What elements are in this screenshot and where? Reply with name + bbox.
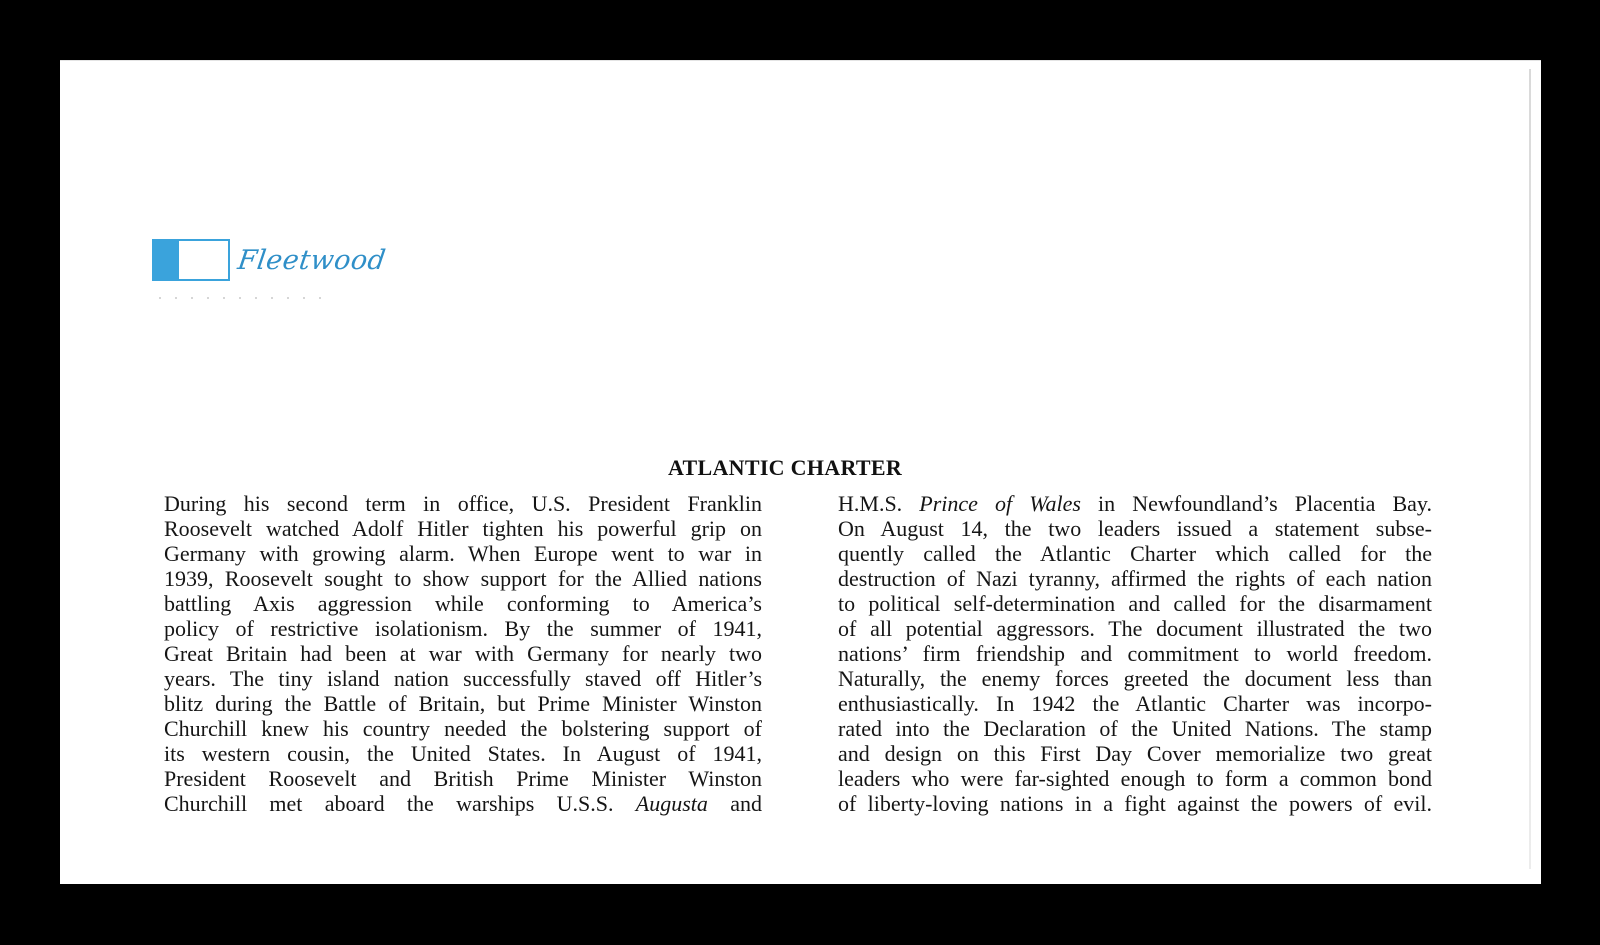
text-segment: Great Britain had been at war with Germany for nearly two — [164, 641, 762, 666]
ship-name: Prince of Wales — [919, 491, 1081, 516]
left-column-line — [164, 616, 762, 641]
text-segment: in Newfoundland’s Placentia Bay. — [1080, 491, 1433, 516]
text-segment: its western cousin, the United States. In August of 1941, — [164, 741, 762, 766]
left-column-line — [164, 566, 762, 591]
left-column-line — [164, 741, 762, 766]
text-segment: Churchill met aboard the warships U.S.S. — [164, 791, 636, 816]
text-segment: rated into the Declaration of the United Nations. The stamp — [838, 716, 1432, 741]
left-column-line — [164, 491, 762, 516]
text-segment: of all potential aggressors. The document illustrated the two — [838, 616, 1432, 641]
envelope — [60, 60, 1541, 884]
right-column-line — [838, 641, 1432, 666]
logo-wordmark: Fleetwood — [235, 244, 388, 276]
left-column-line — [164, 641, 762, 666]
right-column-line — [838, 716, 1432, 741]
right-column-text — [838, 491, 1432, 816]
right-column-line — [838, 741, 1432, 766]
left-column-text — [164, 491, 762, 816]
text-segment: nations’ firm friendship and commitment to world freedom. — [838, 641, 1432, 666]
left-column-line — [164, 691, 762, 716]
logo-box-fill — [154, 241, 179, 279]
left-column-line — [164, 541, 762, 566]
right-column-line — [838, 591, 1432, 616]
right-column-line — [838, 666, 1432, 691]
text-segment: During his second term in office, U.S. President Franklin — [164, 491, 762, 516]
text-segment: and design on this First Day Cover memorialize two great — [838, 741, 1432, 766]
text-segment: Germany with growing alarm. When Europe went to war in — [164, 541, 762, 566]
text-segment: to political self-determination and called for the disarmament — [838, 591, 1432, 616]
document-title: ATLANTIC CHARTER — [667, 455, 903, 480]
text-segment: destruction of Nazi tyranny, affirmed the rights of each nation — [838, 566, 1432, 591]
text-segment: quently called the Atlantic Charter which called for the — [838, 541, 1432, 566]
text-segment: 1939, Roosevelt sought to show support for the Allied nations — [164, 566, 762, 591]
text-segment: enthusiastically. In 1942 the Atlantic Charter was incorpo- — [838, 691, 1432, 716]
text-segment: and — [707, 791, 763, 816]
text-segment: leaders who were far-sighted enough to form a common bond — [838, 766, 1432, 791]
fleetwood-logo — [152, 237, 386, 283]
text-segment: Naturally, the enemy forces greeted the document less than — [838, 666, 1432, 691]
envelope-flap-edge — [1529, 69, 1531, 869]
right-column-line — [838, 491, 1432, 516]
text-segment: On August 14, the two leaders issued a statement subse- — [838, 516, 1432, 541]
right-column-line — [838, 691, 1432, 716]
left-column-line — [164, 516, 762, 541]
left-column-line — [164, 716, 762, 741]
text-segment: of liberty-loving nations in a fight against the powers of evil. — [838, 791, 1432, 816]
logo-box-icon — [152, 239, 230, 281]
right-column-line — [838, 766, 1432, 791]
right-column-line — [838, 791, 1432, 816]
ship-name: Augusta — [635, 791, 708, 816]
right-column-line — [838, 516, 1432, 541]
text-segment: President Roosevelt and British Prime Minister Winston — [164, 766, 762, 791]
logo-dotted-rule — [152, 297, 332, 299]
text-segment: years. The tiny island nation successfully staved off Hitler’s — [164, 666, 762, 691]
text-segment: Churchill knew his country needed the bolstering support of — [164, 716, 762, 741]
right-column-line — [838, 566, 1432, 591]
left-column-line — [164, 591, 762, 616]
left-column-line — [164, 791, 762, 816]
text-segment: policy of restrictive isolationism. By the summer of 1941, — [164, 616, 762, 641]
right-column-line — [838, 616, 1432, 641]
text-segment: battling Axis aggression while conforming to America’s — [164, 591, 762, 616]
text-segment: H.M.S. — [838, 491, 920, 516]
left-column-line — [164, 766, 762, 791]
right-column-line — [838, 541, 1432, 566]
text-segment: blitz during the Battle of Britain, but Prime Minister Winston — [164, 691, 762, 716]
text-segment: Roosevelt watched Adolf Hitler tighten his powerful grip on — [164, 516, 762, 541]
left-column-line — [164, 666, 762, 691]
